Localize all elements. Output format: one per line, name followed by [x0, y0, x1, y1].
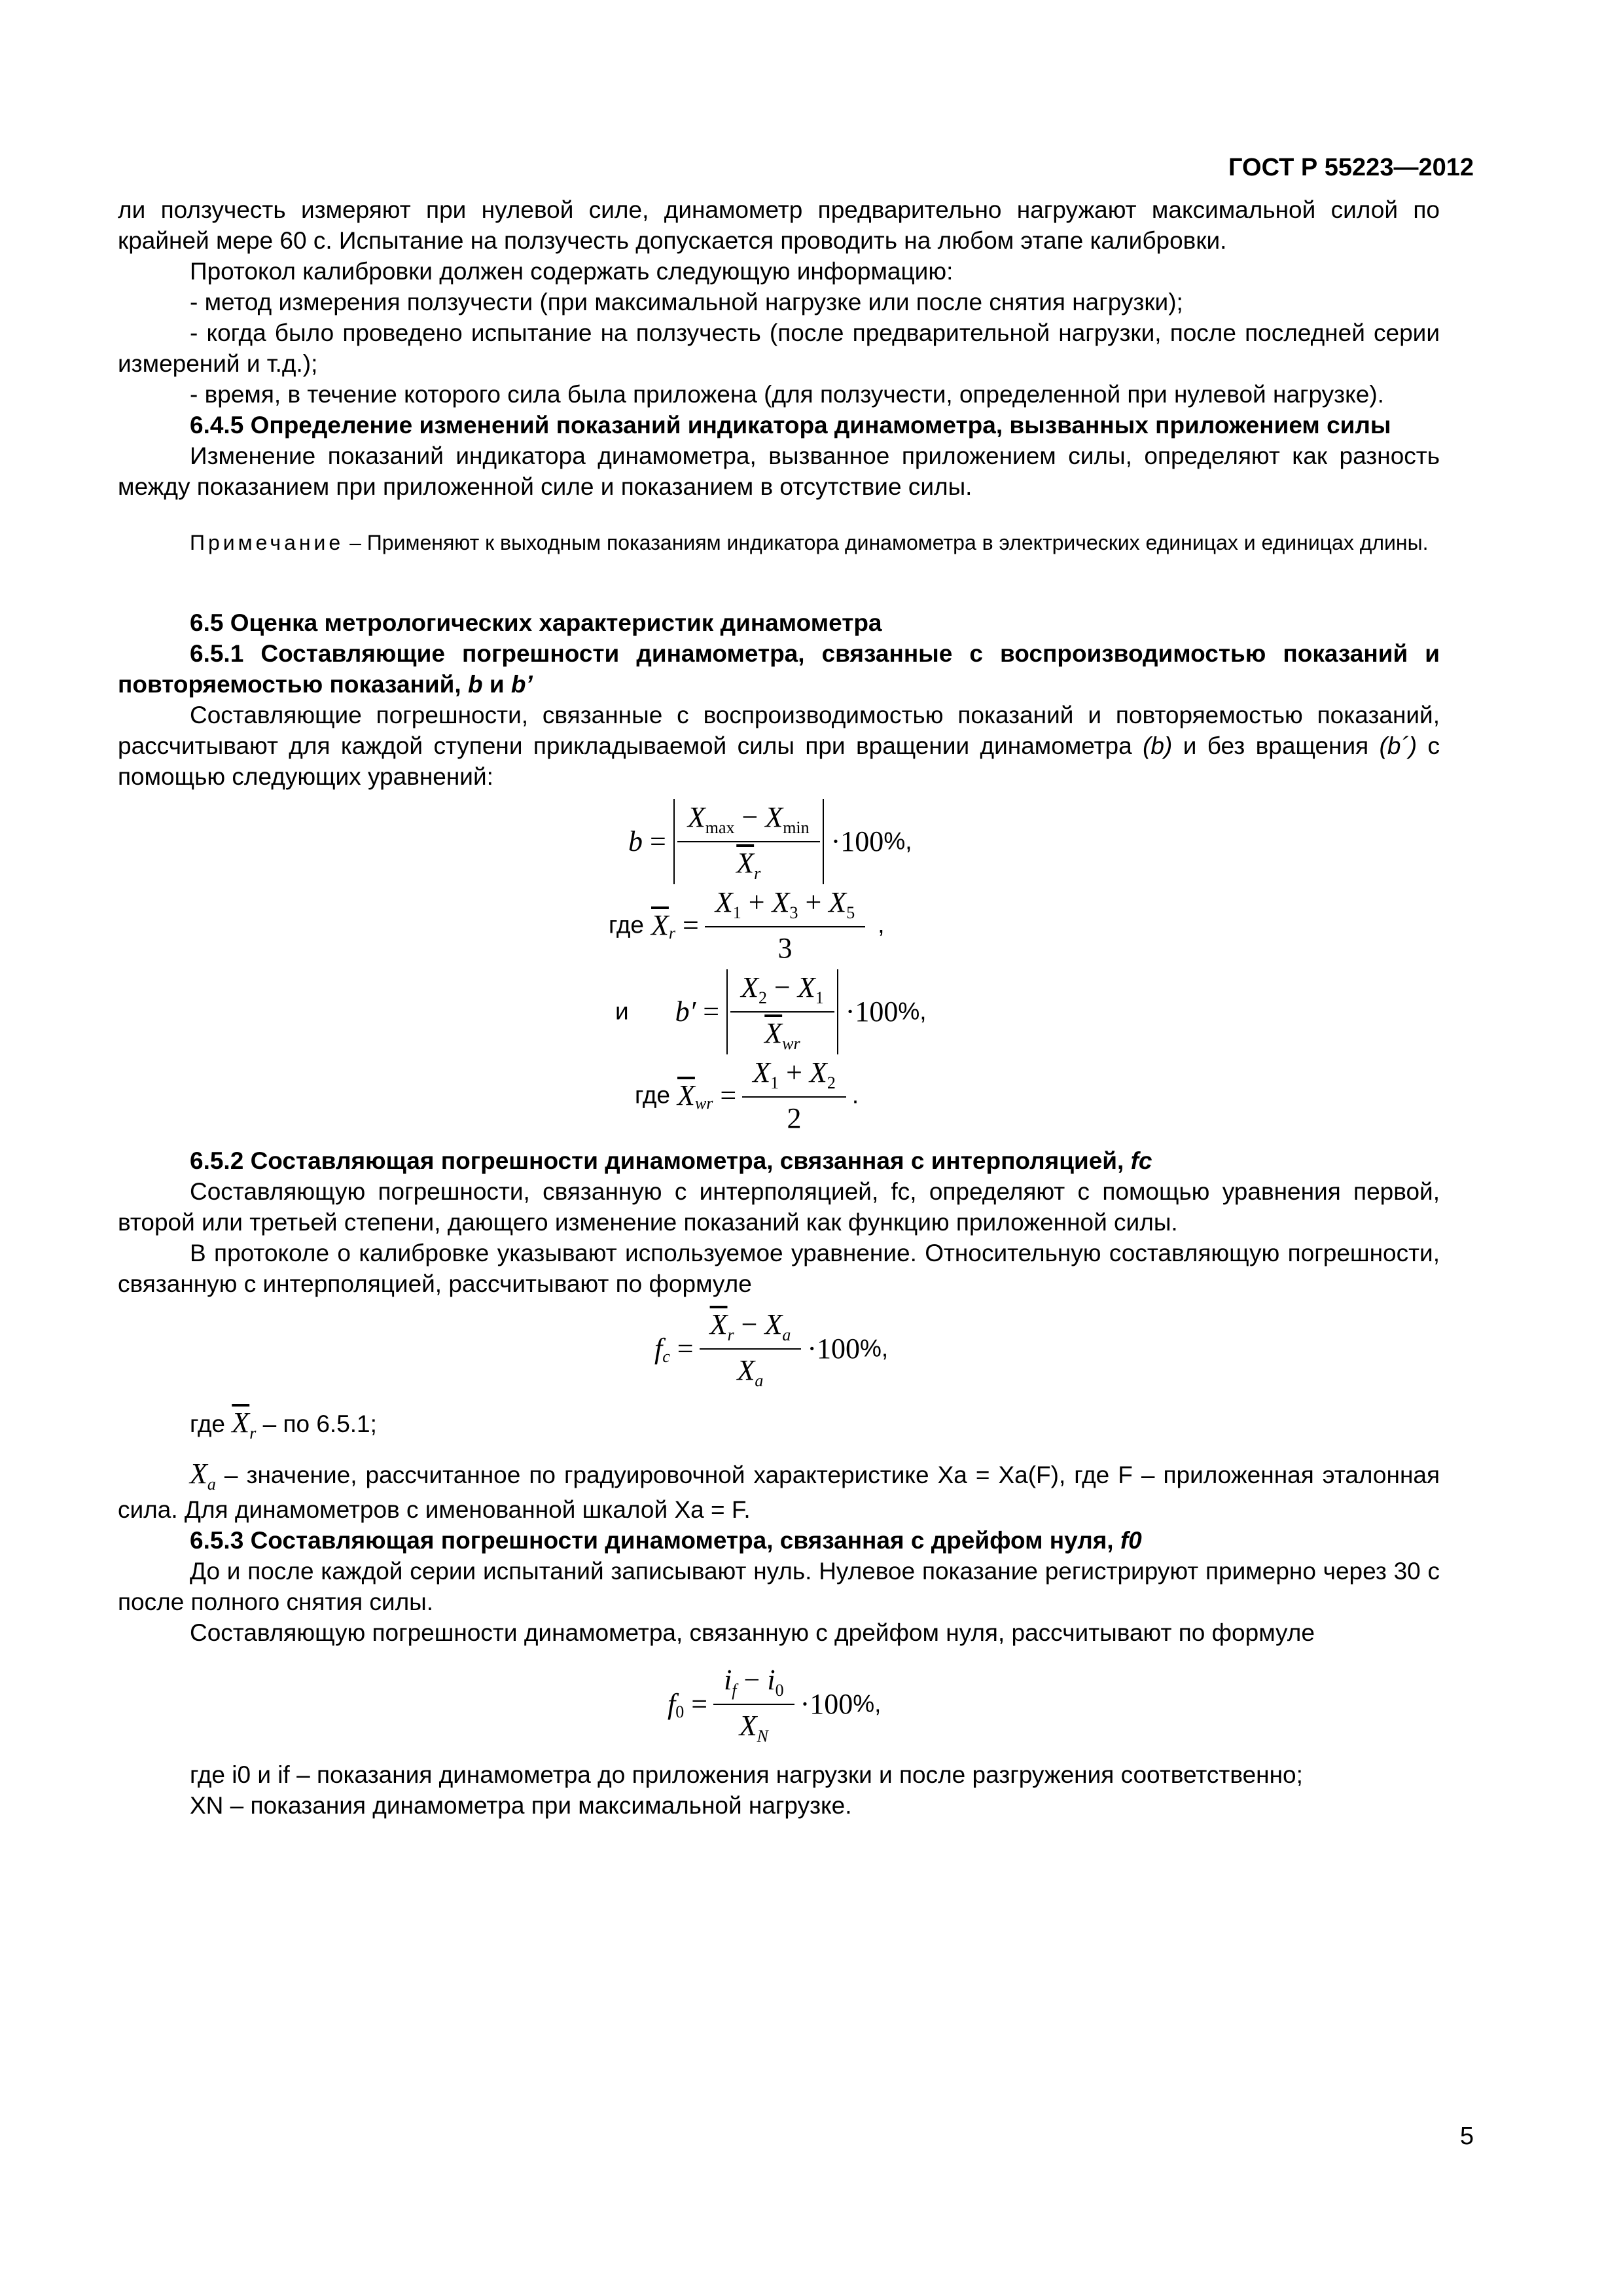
paragraph: Составляющие погрешности, связанные с воспроизводимостью показаний и повторяемостью показаний, рассчитывают для каждой ступени прикладываемой силы при вращении динамометра (b) и без вращения (b´) с помощью следующих уравнений:: [118, 701, 1440, 790]
formula-b: b = $\frac{X_{max} - X_{min}}{\overline{X}_r}$ ·100%,: [628, 799, 912, 884]
xa-definition: $X_a$ – значение, рассчитанное по градуировочной характеристике Xa = Xa(F), где F – приложенная эталонная сила. Для динамометров с именованной шкалой Xa = F.: [118, 1457, 1440, 1523]
document-body: [118, 195, 1440, 1821]
formula-block-6-5-1: [118, 793, 1440, 1146]
page-number: 5: [1459, 2123, 1474, 2150]
formula-fc: $f_c$ = $\frac{\overline{X}_r - X_a}{X_a}$ ·100%,: [654, 1306, 888, 1391]
paragraph: В протоколе о калибровке указывают используемое уравнение. Относительную составляющую погрешности, связанную с интерполяцией, рассчитывают по формуле: [118, 1239, 1440, 1297]
list-item: - когда было проведено испытание на ползучесть (после предварительной нагрузки, после последней серии измерений и т.д.);: [118, 319, 1440, 377]
standard-header: ГОСТ Р 55223—2012: [1228, 154, 1474, 181]
formula-block-f0: [118, 1649, 1440, 1760]
formula-block-fc: [118, 1300, 1440, 1398]
section-heading-6-4-5: 6.4.5 Определение изменений показаний индикатора динамометра, вызванных приложением силы: [190, 411, 1391, 439]
where-xr-line: где $\overline{X}_r$ – по 6.5.1;: [190, 1406, 377, 1443]
paragraph: где i0 и if – показания динамометра до приложения нагрузки и после разгружения соответственно;: [190, 1761, 1303, 1788]
note: [118, 529, 1440, 557]
section-heading-6-5-2: 6.5.2 Составляющая погрешности динамометра, связанная с интерполяцией, fc: [190, 1147, 1152, 1174]
paragraph: Протокол калибровки должен содержать следующую информацию:: [190, 257, 954, 285]
section-heading-6-5: 6.5 Оценка метрологических характеристик динамометра: [190, 609, 882, 637]
formula-b-prime: и b′ = $\frac{X_2 - X_1}{\overline{X}_{wr}}$ ·100%,: [615, 969, 927, 1054]
paragraph: Изменение показаний индикатора динамометра, вызванное приложением силы, определяют как разность между показанием при приложенной силе и показанием в отсутствие силы.: [118, 442, 1440, 500]
note-label: Примечание: [190, 530, 344, 554]
formula-f0: $f_0$ = $\frac{i_f - i_0}{X_N}$ ·100%,: [668, 1662, 881, 1747]
paragraph: XN – показания динамометра при максимальной нагрузке.: [190, 1791, 852, 1819]
list-item: - время, в течение которого сила была приложена (для ползучести, определенной при нулевой нагрузке).: [190, 380, 1384, 408]
section-heading-6-5-1: 6.5.1 Составляющие погрешности динамометра, связанные с воспроизводимостью показаний и повторяемостью показаний, b и b’: [118, 640, 1440, 698]
paragraph: ли ползучесть измеряют при нулевой силе, динамометр предварительно нагружают максимальной силой по крайней мере 60 с. Испытание на ползучесть допускается проводить на любом этапе калибровки.: [118, 196, 1440, 254]
note-text: – Применяют к выходным показаниям индикатора динамометра в электрических единицах и единицах длины.: [344, 530, 1429, 554]
paragraph: Составляющую погрешности, связанную с интерполяцией, fc, определяют с помощью уравнения первой, второй или третьей степени, дающего изменение показаний как функцию приложенной силы.: [118, 1177, 1440, 1236]
list-item: - метод измерения ползучести (при максимальной нагрузке или после снятия нагрузки);: [190, 288, 1183, 315]
formula-xwr: где $\overline{X}_{wr}$ = $\frac{X_1 + X_2}{2}$ .: [635, 1054, 859, 1137]
paragraph: Составляющую погрешности динамометра, связанную с дрейфом нуля, рассчитывают по формуле: [190, 1619, 1315, 1646]
formula-xr: где $\overline{X}_r$ = $\frac{X_1 + X_3 + X_5}{3}$ ,: [609, 884, 884, 967]
paragraph: До и после каждой серии испытаний записывают нуль. Нулевое показание регистрируют примерно через 30 с после полного снятия силы.: [118, 1557, 1440, 1615]
section-heading-6-5-3: 6.5.3 Составляющая погрешности динамометра, связанная с дрейфом нуля, f0: [190, 1526, 1142, 1554]
